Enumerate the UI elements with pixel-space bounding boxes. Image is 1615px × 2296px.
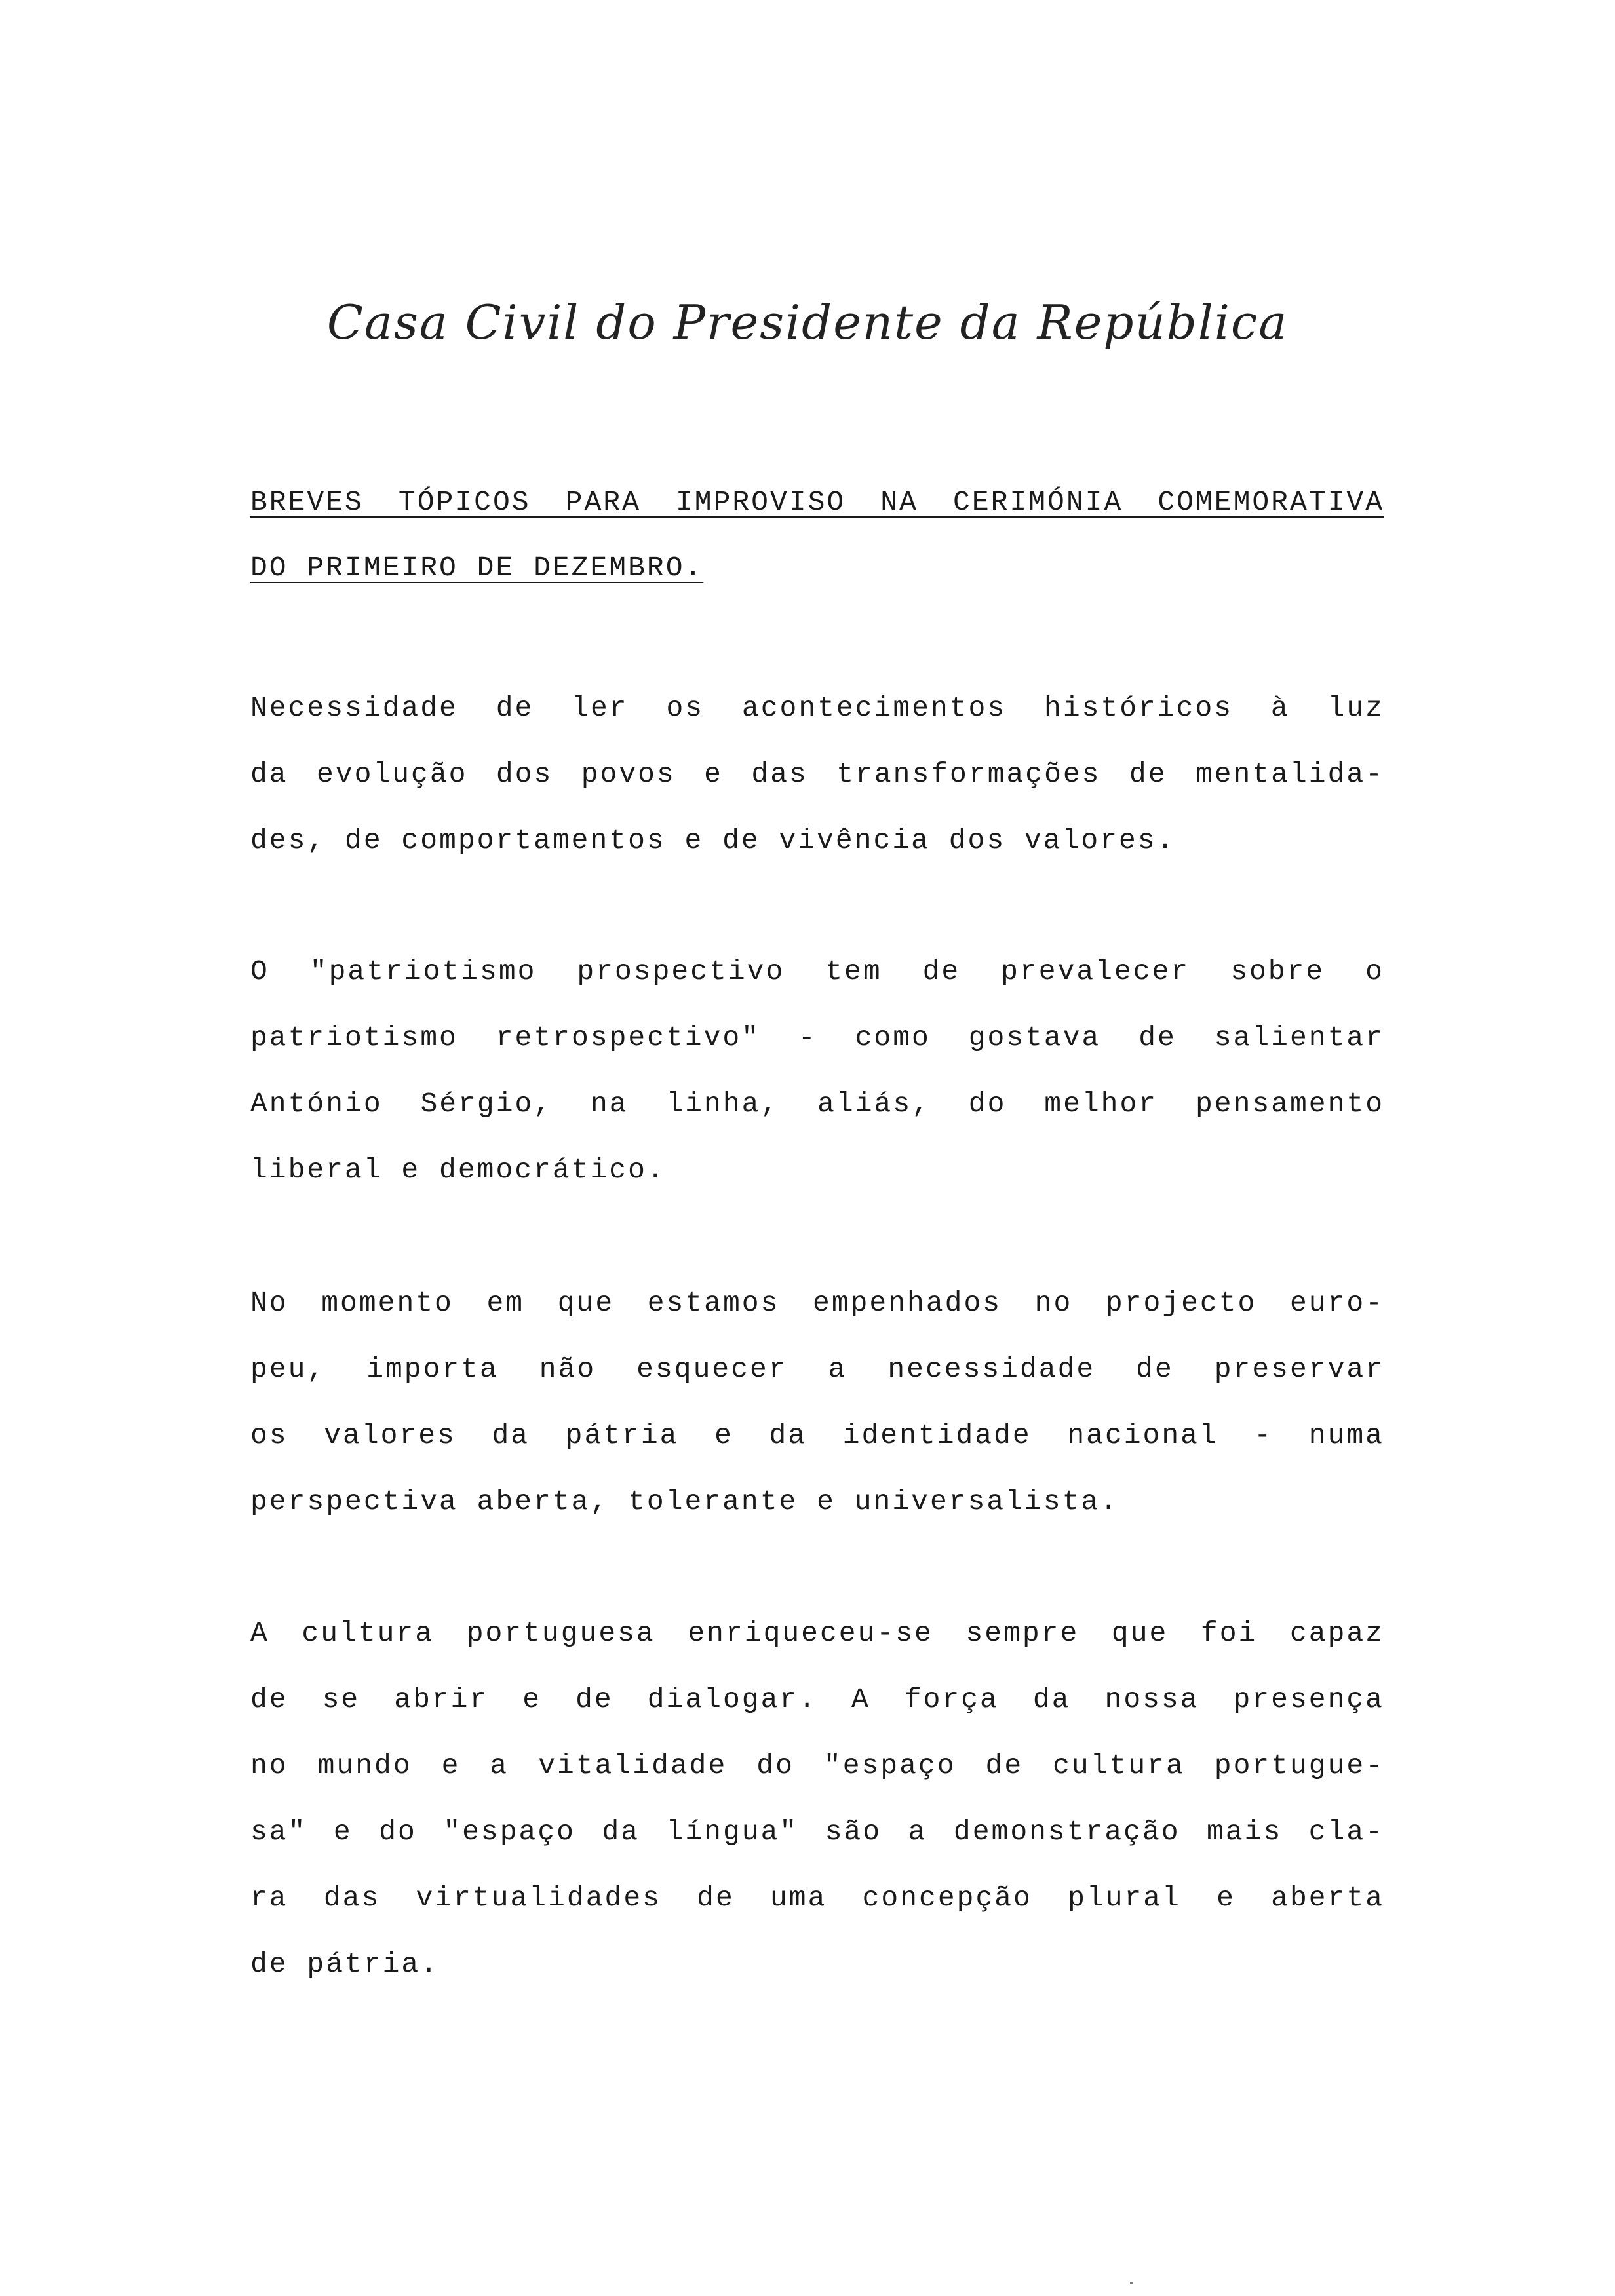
paragraph-line: peu, importa não esquecer a necessidade de preservar (250, 1353, 1384, 1385)
paragraph-line: A cultura portuguesa enriqueceu-se sempre que foi capaz (250, 1617, 1384, 1649)
paragraph-4 (250, 1600, 1384, 1997)
document-title-line-2: DO PRIMEIRO DE DEZEMBRO. (250, 552, 704, 584)
paragraph-line: liberal e democrático. (250, 1154, 666, 1186)
paragraph-line: os valores da pátria e da identidade nacional - numa (250, 1419, 1384, 1451)
paragraph-line: António Sérgio, na linha, aliás, do melhor pensamento (250, 1088, 1384, 1120)
paragraph-line: patriotismo retrospectivo" - como gostava de salientar (250, 1022, 1384, 1054)
document-title-line-1: BREVES TÓPICOS PARA IMPROVISO NA CERIMÓNIA COMEMORATIVA (250, 486, 1384, 518)
paragraph-line: sa" e do "espaço da língua" são a demonstração mais cla- (250, 1816, 1384, 1848)
paragraph-line: da evolução dos povos e das transformações de mentalida- (250, 758, 1384, 790)
paragraph-line: des, de comportamentos e de vivência dos valores. (250, 824, 1176, 856)
paragraph-1 (250, 675, 1384, 873)
paragraph-3 (250, 1270, 1384, 1535)
letterhead: Casa Civil do Presidente da República (326, 295, 1289, 350)
paragraph-line: ra das virtualidades de uma concepção plural e aberta (250, 1882, 1384, 1914)
paragraph-line: no mundo e a vitalidade do "espaço de cultura portugue- (250, 1750, 1384, 1782)
paragraph-line: perspectiva aberta, tolerante e universalista. (250, 1485, 1119, 1518)
paragraph-line: de se abrir e de dialogar. A força da nossa presença (250, 1683, 1384, 1715)
scan-speck (1130, 2282, 1133, 2284)
paragraph-2 (250, 938, 1384, 1203)
paragraph-line: Necessidade de ler os acontecimentos históricos à luz (250, 692, 1384, 724)
paragraph-line: O "patriotismo prospectivo tem de prevalecer sobre o (250, 955, 1384, 987)
paragraph-line: No momento em que estamos empenhados no projecto euro- (250, 1287, 1384, 1319)
paragraph-line: de pátria. (250, 1948, 440, 1980)
